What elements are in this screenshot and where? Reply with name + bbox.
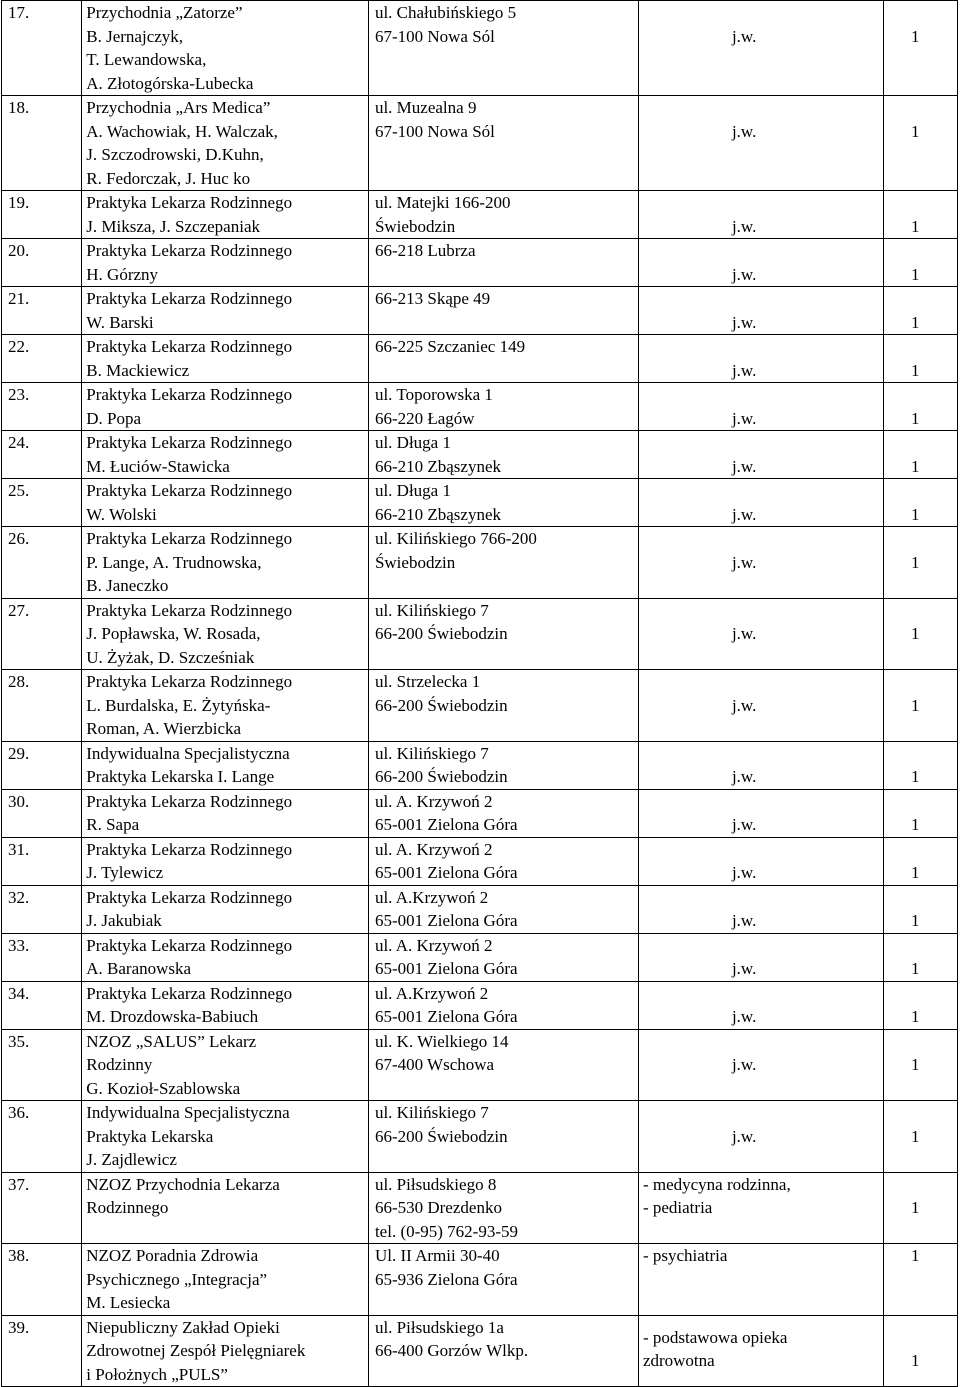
row-number: 35.: [2, 1029, 82, 1101]
address-line: 65-001 Zielona Góra: [374, 815, 518, 834]
specialty: [638, 670, 883, 742]
facility-name-line: Roman, A. Wierzbicka: [86, 719, 242, 738]
specialty: [638, 1315, 883, 1387]
facility-address: [368, 479, 757, 527]
table-row: [2, 1029, 958, 1101]
facility-name-line: J. Tylewicz: [86, 863, 164, 882]
facility-address: [368, 431, 757, 479]
specialty: [638, 383, 883, 431]
address-line: ul. Muzealna 9: [374, 98, 477, 117]
table-row: [2, 933, 958, 981]
facility-name: [82, 981, 369, 1029]
facility-name-line: Praktyka Lekarska: [86, 1126, 214, 1146]
facility-address: [368, 837, 757, 885]
table-row: [2, 1101, 958, 1173]
address-line: 66-210 Zbąszynek: [374, 504, 502, 524]
specialty-same-as-above: j.w.: [731, 26, 757, 46]
facilities-table: [1, 0, 958, 1387]
count: [883, 287, 957, 335]
specialty-line: - medycyna rodzinna,: [642, 1174, 791, 1194]
facility-name: [82, 96, 369, 191]
row-number: 24.: [2, 431, 82, 479]
count-value: 1: [910, 815, 920, 834]
specialty-line: - podstawowa opieka: [642, 1327, 788, 1347]
row-number: 33.: [2, 933, 82, 981]
facility-address: [368, 1315, 638, 1387]
facility-name: [82, 789, 369, 837]
count-value: 1: [910, 1055, 920, 1074]
facility-name: [82, 1029, 369, 1101]
address-line: ul. A. Krzywoń 2: [374, 839, 493, 859]
address-line: 67-100 Nowa Sól: [374, 121, 495, 141]
count-value: 1: [910, 504, 920, 524]
specialty: [638, 837, 883, 885]
table-row: [2, 239, 958, 287]
facility-name-line: Praktyka Lekarza Rodzinnego: [86, 935, 293, 955]
specialty-same-as-above: j.w.: [731, 624, 757, 643]
facility-name-line: A. Złotogórska-Lubecka: [86, 73, 254, 93]
facility-name: [82, 598, 369, 670]
facility-name: [82, 837, 369, 885]
table-row: [2, 96, 958, 191]
specialty: [638, 479, 883, 527]
specialty: [638, 981, 883, 1029]
count: [883, 1101, 957, 1173]
address-line: ul. Piłsudskiego 1a: [374, 1317, 504, 1337]
table-row: [2, 1172, 958, 1244]
facility-address: [368, 789, 757, 837]
specialty: [638, 598, 883, 670]
address-line: ul. A. Krzywoń 2: [374, 935, 493, 955]
facility-name-line: Praktyka Lekarza Rodzinnego: [86, 529, 293, 548]
facility-name: [82, 191, 369, 239]
count-value: 1: [910, 624, 920, 643]
address-line: ul. K. Wielkiego 14: [374, 1031, 509, 1051]
specialty: [638, 1244, 883, 1316]
count-value: 1: [910, 408, 920, 428]
address-line: 66-218 Lubrza: [374, 241, 476, 260]
count-value: 1: [910, 959, 920, 978]
table-row: [2, 383, 958, 431]
address-line: 66-225 Szczaniec 149: [374, 337, 526, 356]
facility-name-line: NZOZ „SALUS” Lekarz: [86, 1031, 257, 1051]
specialty-same-as-above: j.w.: [731, 456, 757, 476]
facility-address: [368, 96, 757, 191]
facility-name-line: Zdrowotnej Zespół Pielęgniarek: [86, 1341, 306, 1360]
table-row: [2, 981, 958, 1029]
table-row: [2, 1315, 958, 1387]
facility-name-line: Psychicznego „Integracja”: [86, 1269, 268, 1289]
address-line: ul. Kilińskiego 7: [374, 1103, 489, 1122]
facility-name-line: A. Wachowiak, H. Walczak,: [86, 121, 278, 141]
facility-name-line: Praktyka Lekarza Rodzinnego: [86, 337, 293, 356]
facility-name-line: Praktyka Lekarza Rodzinnego: [86, 887, 293, 907]
facility-name-line: W. Wolski: [86, 504, 157, 524]
address-line: ul. Matejki 166-200: [374, 193, 511, 212]
address-line: ul. Kilińskiego 766-200: [374, 529, 537, 548]
specialty: [638, 239, 883, 287]
specialty-same-as-above: j.w.: [731, 1126, 757, 1146]
count: [883, 431, 957, 479]
address-line: 66-530 Drezdenko: [374, 1198, 502, 1217]
facility-name-line: M. Lesiecka: [86, 1293, 171, 1312]
facility-name-line: U. Żyżak, D. Szcześniak: [86, 647, 255, 667]
facility-name-line: Praktyka Lekarza Rodzinnego: [86, 839, 293, 859]
facility-address: [368, 383, 757, 431]
facility-name-line: Rodzinny: [86, 1055, 153, 1074]
facility-address: [368, 335, 757, 383]
facility-name-line: J. Szczodrowski, D.Kuhn,: [86, 145, 264, 164]
specialty-same-as-above: j.w.: [731, 1055, 757, 1074]
facility-name: [82, 1101, 369, 1173]
facility-name-line: Praktyka Lekarska I. Lange: [86, 767, 275, 786]
table-row: [2, 885, 958, 933]
count-value: 1: [910, 767, 920, 786]
row-number: 38.: [2, 1244, 82, 1316]
count: [883, 1172, 957, 1244]
specialty-same-as-above: j.w.: [731, 863, 757, 882]
facility-address: [368, 933, 757, 981]
address-line: 65-001 Zielona Góra: [374, 863, 518, 882]
facility-name-line: M. Drozdowska-Babiuch: [86, 1007, 259, 1026]
count-value: 1: [910, 1246, 920, 1265]
row-number: 18.: [2, 96, 82, 191]
facility-name-line: Praktyka Lekarza Rodzinnego: [86, 241, 293, 260]
facility-name-line: J. Popławska, W. Rosada,: [86, 624, 261, 643]
facility-name: [82, 933, 369, 981]
count: [883, 1029, 957, 1101]
specialty-line: - psychiatria: [642, 1246, 728, 1265]
specialty: [638, 1, 883, 96]
specialty: [638, 1101, 883, 1173]
count: [883, 1, 957, 96]
facility-name: [82, 287, 369, 335]
address-line: 65-001 Zielona Góra: [374, 911, 518, 930]
count-value: 1: [910, 1198, 920, 1217]
address-line: ul. A.Krzywoń 2: [374, 983, 489, 1003]
specialty-same-as-above: j.w.: [731, 767, 757, 786]
count: [883, 479, 957, 527]
address-line: Świebodzin: [374, 216, 456, 236]
count: [883, 670, 957, 742]
facility-address: [368, 670, 757, 742]
count-value: 1: [910, 216, 920, 236]
facility-name-line: W. Barski: [86, 312, 154, 332]
specialty: [638, 335, 883, 383]
row-number: 20.: [2, 239, 82, 287]
specialty: [638, 191, 883, 239]
address-line: 66-220 Łagów: [374, 408, 475, 428]
row-number: 34.: [2, 981, 82, 1029]
row-number: 22.: [2, 335, 82, 383]
count: [883, 335, 957, 383]
facility-name-line: Rodzinnego: [86, 1198, 169, 1217]
facility-name-line: Praktyka Lekarza Rodzinnego: [86, 289, 293, 308]
address-line: 66-200 Świebodzin: [374, 1126, 508, 1146]
facility-address: [368, 287, 757, 335]
specialty-same-as-above: j.w.: [731, 360, 757, 380]
facility-name-line: Indywidualna Specjalistyczna: [86, 743, 290, 763]
address-line: Świebodzin: [374, 552, 456, 572]
address-line: 65-001 Zielona Góra: [374, 959, 518, 978]
row-number: 31.: [2, 837, 82, 885]
facility-name-line: Przychodnia „Zatorze”: [86, 3, 243, 22]
address-line: 65-936 Zielona Góra: [374, 1269, 518, 1289]
facility-address: [368, 1172, 638, 1244]
row-number: 23.: [2, 383, 82, 431]
count-value: 1: [910, 1007, 920, 1026]
address-line: 66-210 Zbąszynek: [374, 456, 502, 476]
facility-address: [368, 1101, 757, 1173]
specialty-same-as-above: j.w.: [731, 911, 757, 930]
address-line: tel. (0-95) 762-93-59: [374, 1221, 519, 1241]
address-line: 66-200 Świebodzin: [374, 695, 508, 715]
address-line: 67-400 Wschowa: [374, 1055, 495, 1074]
row-number: 26.: [2, 527, 82, 599]
facility-name-line: NZOZ Poradnia Zdrowia: [86, 1246, 259, 1265]
table-row: [2, 1244, 958, 1316]
facility-name-line: NZOZ Przychodnia Lekarza: [86, 1174, 280, 1194]
address-line: ul. Długa 1: [374, 481, 451, 500]
facility-name-line: Praktyka Lekarza Rodzinnego: [86, 385, 293, 404]
count: [883, 981, 957, 1029]
count-value: 1: [910, 26, 920, 46]
table-row: [2, 479, 958, 527]
facility-address: [368, 1244, 638, 1316]
table-row: [2, 837, 958, 885]
table-row: [2, 335, 958, 383]
address-line: 66-213 Skąpe 49: [374, 289, 491, 308]
facility-name-line: D. Popa: [86, 408, 142, 428]
specialty: [638, 933, 883, 981]
count: [883, 1244, 957, 1316]
facility-name-line: G. Kozioł-Szablowska: [86, 1078, 241, 1098]
count-value: 1: [910, 312, 920, 332]
count-value: 1: [910, 456, 920, 476]
count: [883, 96, 957, 191]
count-value: 1: [910, 911, 920, 930]
facility-name: [82, 479, 369, 527]
specialty-same-as-above: j.w.: [731, 959, 757, 978]
facility-name: [82, 527, 369, 599]
specialty-same-as-above: j.w.: [731, 216, 757, 236]
facility-address: [368, 885, 757, 933]
facility-name-line: Niepubliczny Zakład Opieki: [86, 1317, 280, 1337]
specialty: [638, 431, 883, 479]
specialty: [638, 1172, 883, 1244]
count-value: 1: [910, 1351, 920, 1370]
address-line: 66-200 Świebodzin: [374, 767, 508, 786]
facility-name: [82, 431, 369, 479]
facility-name-line: R. Sapa: [86, 815, 140, 834]
facility-name-line: i Położnych „PULS”: [86, 1364, 228, 1384]
address-line: ul. Toporowska 1: [374, 385, 493, 404]
count: [883, 837, 957, 885]
facility-name-line: Praktyka Lekarza Rodzinnego: [86, 193, 293, 212]
address-line: 67-100 Nowa Sól: [374, 26, 495, 46]
specialty-same-as-above: j.w.: [731, 815, 757, 834]
count-value: 1: [910, 360, 920, 380]
table-row: [2, 431, 958, 479]
facility-address: [368, 1, 757, 96]
specialty: [638, 1029, 883, 1101]
facilities-table-body: [2, 1, 958, 1387]
facility-address: [368, 191, 757, 239]
table-row: [2, 527, 958, 599]
facility-name-line: J. Miksza, J. Szczepaniak: [86, 216, 260, 236]
row-number: 27.: [2, 598, 82, 670]
address-line: 66-200 Świebodzin: [374, 624, 508, 643]
facility-name-line: T. Lewandowska,: [86, 50, 207, 69]
facility-name: [82, 741, 369, 789]
facility-name-line: B. Mackiewicz: [86, 360, 190, 380]
address-line: Ul. II Armii 30-40: [374, 1246, 500, 1265]
row-number: 28.: [2, 670, 82, 742]
address-line: ul. A.Krzywoń 2: [374, 887, 489, 907]
facility-name-line: R. Fedorczak, J. Huc ko: [86, 168, 251, 188]
facility-address: [368, 527, 757, 599]
table-row: [2, 670, 958, 742]
facility-name: [82, 1, 369, 96]
count-value: 1: [910, 121, 920, 141]
count: [883, 527, 957, 599]
specialty: [638, 885, 883, 933]
facility-name-line: Przychodnia „Ars Medica”: [86, 98, 271, 117]
specialty: [638, 287, 883, 335]
specialty-same-as-above: j.w.: [731, 264, 757, 284]
facility-name-line: L. Burdalska, E. Żytyńska-: [86, 695, 271, 715]
facility-name-line: P. Lange, A. Trudnowska,: [86, 552, 262, 572]
specialty: [638, 789, 883, 837]
row-number: 19.: [2, 191, 82, 239]
facility-address: [368, 1029, 757, 1101]
row-number: 21.: [2, 287, 82, 335]
specialty-same-as-above: j.w.: [731, 408, 757, 428]
count: [883, 885, 957, 933]
address-line: ul. Kilińskiego 7: [374, 600, 489, 620]
count-value: 1: [910, 264, 920, 284]
row-number: 36.: [2, 1101, 82, 1173]
facility-name-line: Praktyka Lekarza Rodzinnego: [86, 600, 293, 620]
facility-name-line: Praktyka Lekarza Rodzinnego: [86, 672, 293, 691]
table-row: [2, 1, 958, 96]
facility-name: [82, 885, 369, 933]
address-line: ul. Chałubińskiego 5: [374, 3, 517, 22]
facility-address: [368, 598, 757, 670]
row-number: 25.: [2, 479, 82, 527]
facility-name-line: Praktyka Lekarza Rodzinnego: [86, 433, 293, 452]
count-value: 1: [910, 552, 920, 572]
row-number: 29.: [2, 741, 82, 789]
row-number: 30.: [2, 789, 82, 837]
address-line: ul. Kilińskiego 7: [374, 743, 489, 763]
facility-name: [82, 383, 369, 431]
facility-name-line: Praktyka Lekarza Rodzinnego: [86, 481, 293, 500]
count-value: 1: [910, 1126, 920, 1146]
facility-name-line: A. Baranowska: [86, 959, 192, 978]
facility-name: [82, 335, 369, 383]
facility-name-line: Indywidualna Specjalistyczna: [86, 1103, 290, 1122]
specialty-same-as-above: j.w.: [731, 121, 757, 141]
table-row: [2, 741, 958, 789]
facility-name-line: Praktyka Lekarza Rodzinnego: [86, 791, 293, 811]
facility-name-line: M. Łuciów-Stawicka: [86, 456, 230, 476]
specialty-same-as-above: j.w.: [731, 695, 757, 715]
facility-address: [368, 741, 757, 789]
facility-name: [82, 670, 369, 742]
facility-name-line: Praktyka Lekarza Rodzinnego: [86, 983, 293, 1003]
count: [883, 789, 957, 837]
count-value: 1: [910, 695, 920, 715]
row-number: 39.: [2, 1315, 82, 1387]
specialty: [638, 741, 883, 789]
specialty: [638, 96, 883, 191]
facility-name-line: J. Jakubiak: [86, 911, 162, 930]
specialty-same-as-above: j.w.: [731, 1007, 757, 1026]
specialty-same-as-above: j.w.: [731, 504, 757, 524]
address-line: 65-001 Zielona Góra: [374, 1007, 518, 1026]
facility-name-line: B. Jernajczyk,: [86, 26, 184, 46]
facility-name-line: J. Zajdlewicz: [86, 1150, 177, 1169]
address-line: ul. A. Krzywoń 2: [374, 791, 493, 811]
count: [883, 239, 957, 287]
count: [883, 383, 957, 431]
table-row: [2, 598, 958, 670]
address-line: ul. Strzelecka 1: [374, 672, 481, 691]
facility-address: [368, 981, 757, 1029]
specialty-line: zdrowotna: [642, 1351, 715, 1370]
row-number: 17.: [2, 1, 82, 96]
facility-name: [82, 1244, 369, 1316]
address-line: 66-400 Gorzów Wlkp.: [374, 1341, 529, 1360]
count: [883, 1315, 957, 1387]
specialty: [638, 527, 883, 599]
row-number: 37.: [2, 1172, 82, 1244]
address-line: ul. Piłsudskiego 8: [374, 1174, 497, 1194]
facility-name: [82, 1172, 369, 1244]
count: [883, 741, 957, 789]
count-value: 1: [910, 863, 920, 882]
facility-address: [368, 239, 757, 287]
count: [883, 933, 957, 981]
table-row: [2, 789, 958, 837]
count: [883, 191, 957, 239]
specialty-same-as-above: j.w.: [731, 552, 757, 572]
specialty-line: - pediatria: [642, 1198, 713, 1217]
address-line: ul. Długa 1: [374, 433, 451, 452]
facility-name-line: H. Górzny: [86, 264, 159, 284]
specialty-same-as-above: j.w.: [731, 312, 757, 332]
table-row: [2, 287, 958, 335]
row-number: 32.: [2, 885, 82, 933]
count: [883, 598, 957, 670]
facility-name-line: B. Janeczko: [86, 576, 169, 595]
facility-name: [82, 1315, 369, 1387]
table-row: [2, 191, 958, 239]
facility-name: [82, 239, 369, 287]
